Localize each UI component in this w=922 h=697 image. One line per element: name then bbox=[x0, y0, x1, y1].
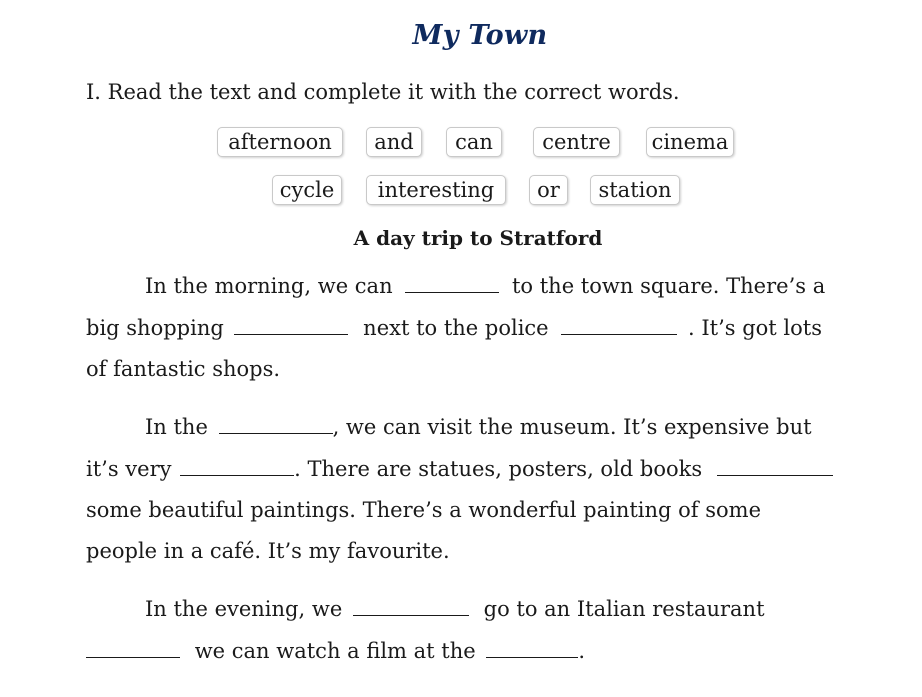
paragraph-2-line-3 bbox=[86, 498, 761, 522]
text-segment: it’s very bbox=[86, 457, 172, 481]
text-segment: next to the police bbox=[363, 316, 549, 340]
paragraph-1-line-2 bbox=[86, 316, 822, 340]
paragraph-3-line-2 bbox=[86, 639, 585, 663]
word-chip-can[interactable]: can bbox=[446, 127, 502, 157]
paragraph-2-line-4 bbox=[86, 539, 450, 563]
word-chip-or[interactable]: or bbox=[529, 175, 568, 205]
word-chip-cinema[interactable]: cinema bbox=[646, 127, 734, 157]
text-segment: . There are statues, posters, old books bbox=[294, 457, 703, 481]
text-segment: to the town square. There’s a bbox=[511, 274, 826, 298]
blank-5[interactable] bbox=[180, 459, 294, 476]
text-segment: big shopping bbox=[86, 316, 224, 340]
text-segment: . bbox=[578, 639, 586, 663]
text-segment: people in a café. It’s my favourite. bbox=[86, 539, 450, 563]
paragraph-3-line-1 bbox=[145, 597, 765, 621]
blank-4[interactable] bbox=[219, 417, 333, 434]
instruction-text: I. Read the text and complete it with the correct words. bbox=[86, 80, 680, 104]
paragraph-1-line-1 bbox=[145, 274, 825, 298]
blank-2[interactable] bbox=[234, 318, 348, 335]
passage-title: A day trip to Stratford bbox=[353, 226, 603, 250]
word-chip-station[interactable]: station bbox=[590, 175, 680, 205]
blank-7[interactable] bbox=[353, 599, 469, 616]
paragraph-2-line-2 bbox=[86, 457, 833, 481]
page-title: My Town bbox=[412, 20, 548, 51]
blank-6[interactable] bbox=[717, 459, 833, 476]
word-chip-centre[interactable]: centre bbox=[533, 127, 620, 157]
blank-3[interactable] bbox=[561, 318, 677, 335]
text-segment: go to an Italian restaurant bbox=[483, 597, 765, 621]
blank-9[interactable] bbox=[486, 641, 578, 658]
word-chip-interesting[interactable]: interesting bbox=[366, 175, 506, 205]
text-segment: In the evening, we bbox=[145, 597, 343, 621]
paragraph-1-line-3 bbox=[86, 357, 280, 381]
text-segment: of fantastic shops. bbox=[86, 357, 281, 381]
text-segment: . It’s got lots bbox=[688, 316, 822, 340]
word-bank-row-1 bbox=[0, 127, 922, 159]
text-segment: some beautiful paintings. There’s a wonderful painting of some bbox=[86, 498, 761, 522]
text-segment: In the morning, we can bbox=[145, 274, 393, 298]
word-chip-cycle[interactable]: cycle bbox=[272, 175, 342, 205]
blank-1[interactable] bbox=[405, 276, 499, 293]
text-segment: , we can visit the museum. It’s expensive but bbox=[332, 415, 812, 439]
blank-8[interactable] bbox=[86, 641, 180, 658]
paragraph-2-line-1 bbox=[145, 415, 812, 439]
word-chip-and[interactable]: and bbox=[366, 127, 422, 157]
text-segment: In the bbox=[145, 415, 208, 439]
word-chip-afternoon[interactable]: afternoon bbox=[217, 127, 343, 157]
text-segment: we can watch a film at the bbox=[194, 639, 476, 663]
word-bank-row-2 bbox=[0, 175, 922, 207]
